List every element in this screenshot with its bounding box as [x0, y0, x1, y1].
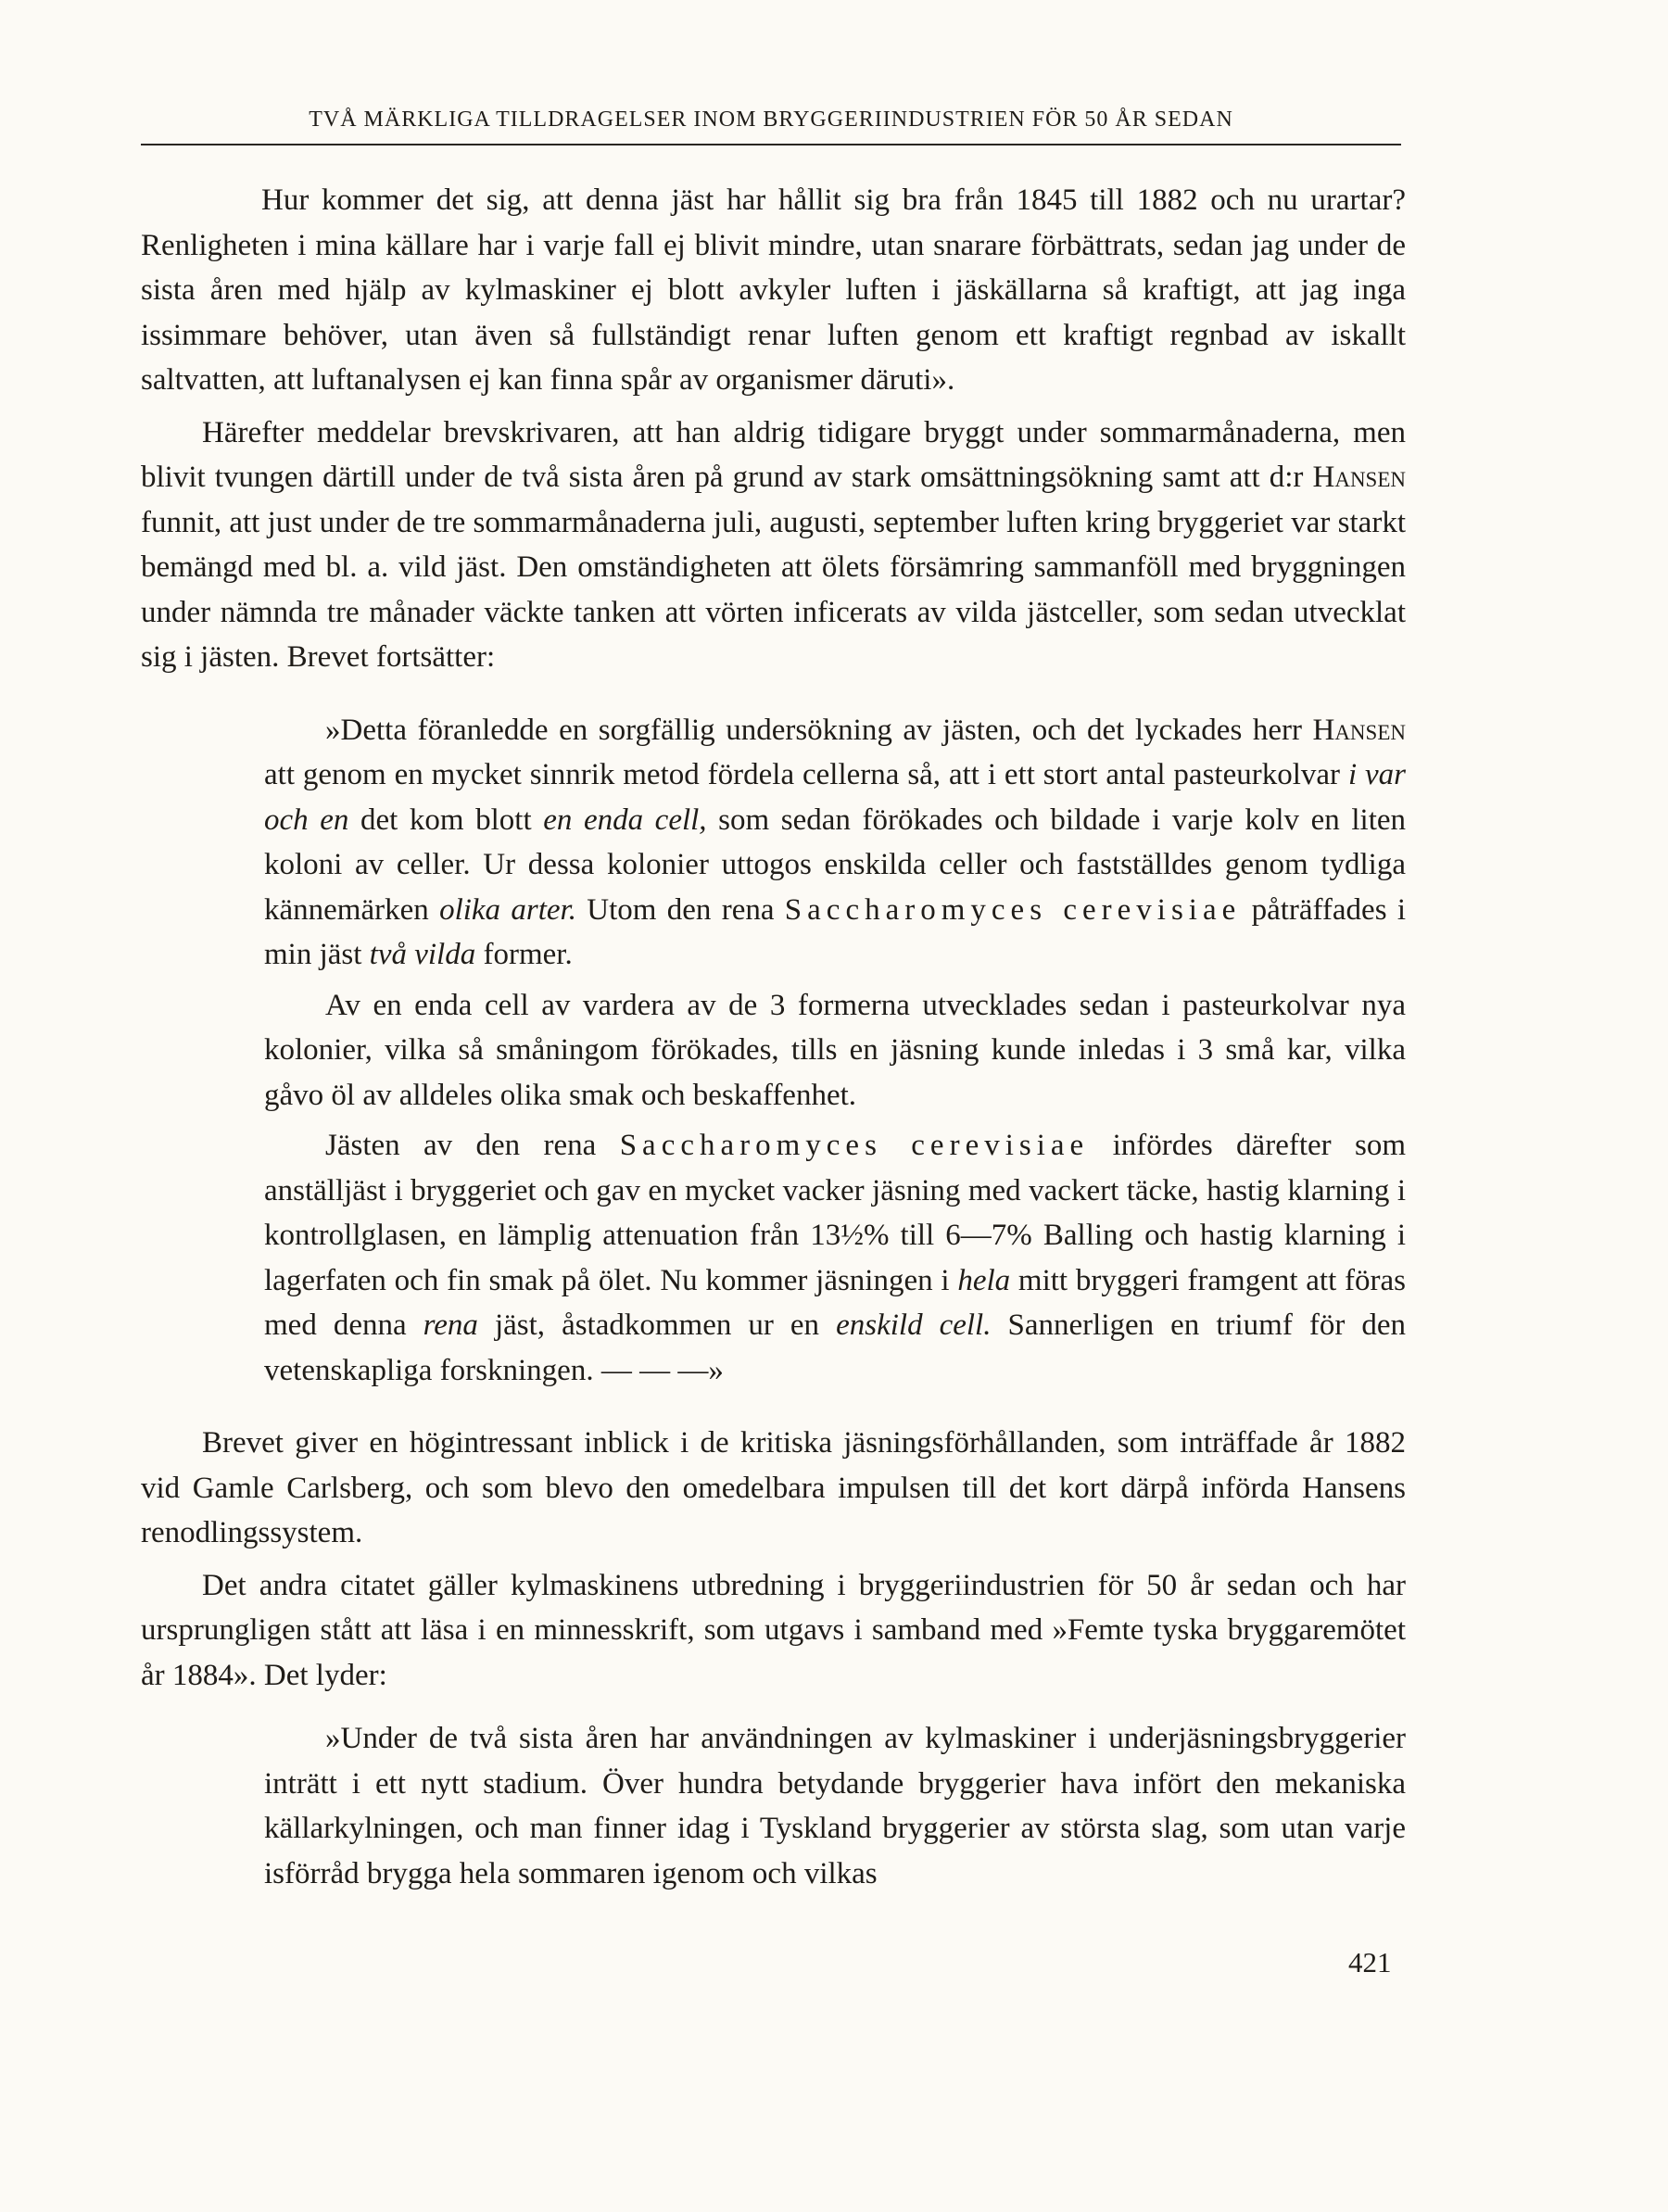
quote-paragraph-3	[264, 1123, 1406, 1393]
italic-run: i var och en	[264, 758, 1406, 837]
text-run: det kom blott	[360, 803, 532, 837]
italic-run: olika arter.	[439, 892, 576, 927]
text-run: som sedan förökades och bildade i varje kolv en liten koloni av celler. Ur dessa kolonier uttogos enskilda celler och fastställdes genom tydliga kännemärken	[264, 803, 1407, 927]
block-quote-letter	[264, 708, 1406, 1394]
paragraph-letter-continuation: Hur kommer det sig, att denna jäst har hållit sig bra från 1845 till 1882 och nu urartar? Renligheten i mina källare har i varje fall ej blivit mindre, utan snarare förbättrats, sedan jag under de sista åren med hjälp av kylmaskiner ej blott avkyler luften i jäskällarna så kraftigt, att jag inga issimmare behöver, utan även så fullständigt renar luften genom ett kraftigt regnbad av iskallt saltvatten, att luftanalysen ej kan finna spår av organismer däruti».	[141, 183, 1406, 397]
paragraph-commentary: Brevet giver en högintressant inblick i de kritiska jäsningsförhållanden, som inträffade år 1882 vid Gamle Carlsberg, och som blevo den omedelbara impulsen till det kort därpå införda Hansens renodlingssystem.	[141, 1426, 1406, 1549]
italic-run: två vilda	[369, 938, 476, 971]
text-run: Sannerligen en triumf för den vetenskapliga forskningen. — — —»	[264, 1308, 1407, 1387]
species-name: Saccharomyces cerevisiae	[784, 892, 1242, 927]
species-name: Saccharomyces cerevisiae	[619, 1129, 1090, 1162]
text-run: Jästen av den rena	[325, 1129, 597, 1162]
text-run: former.	[483, 938, 573, 971]
italic-run: rena	[423, 1308, 478, 1342]
name-hansen: Hansen	[1312, 713, 1406, 747]
text-run: Utom den rena	[587, 892, 775, 927]
block-quote-memorial	[264, 1716, 1406, 1896]
text-run: funnit, att just under de tre sommarmånaderna juli, augusti, september luften kring bryggeriet var starkt bemängd med bl. a. vild jäst. Den omständigheten att ölets försämring sammanföll med bryggningen under nämnda tre månader väckte tanken att vörten inficerats av vilda jästceller, som sedan utvecklat sig i jästen. Brevet fortsätter:	[141, 505, 1406, 674]
paragraph-second-citation: Det andra citatet gäller kylmaskinens utbredning i bryggeriindustrien för 50 år sedan och har ursprungligen stått att läsa i en minnesskrift, som utgavs i samband med »Femte tyska bryggaremötet år 1884». Det lyder:	[141, 1568, 1406, 1692]
paragraph-summary	[141, 411, 1406, 680]
text-run: påträffades i min jäst	[264, 892, 1407, 971]
quote-paragraph-2: Av en enda cell av vardera av de 3 formerna utvecklades sedan i pasteurkolvar nya kolonier, vilka så småningom förökades, tills en jäsning kunde inledas i 3 små kar, vilka gåvo öl av alldeles olika smak och beskaffenhet.	[264, 988, 1406, 1112]
quote-paragraph-4: »Under de två sista åren har användningen av kylmaskiner i underjäsningsbryggerier inträtt i ett nytt stadium. Över hundra betydande bryggerier hava infört den mekaniska källarkylningen, och man finner idag i Tyskland bryggerier av största slag, som utan varje isförråd brygga hela sommaren igenom och vilkas	[264, 1722, 1406, 1890]
name-hansen: Hansen	[1312, 461, 1407, 494]
page-number: 421	[1348, 1946, 1392, 1978]
quote-paragraph-1	[264, 708, 1406, 978]
text-run: mitt bryggeri framgent att föras med denna	[264, 1263, 1407, 1342]
italic-run: enskild cell.	[836, 1308, 992, 1342]
running-header: TVÅ MÄRKLIGA TILLDRAGELSER INOM BRYGGERIINDUSTRIEN FÖR 50 ÅR SEDAN	[141, 107, 1401, 145]
body-text	[141, 178, 1406, 1924]
italic-run: en enda cell,	[543, 803, 707, 837]
italic-run: hela	[957, 1263, 1011, 1297]
text-run: jäst, åstadkommen ur en	[494, 1308, 820, 1342]
text-run: infördes därefter som anställjäst i bryggeriet och gav en mycket vacker jäsning med vackert täcke, hastig klarning i kontrollglasen, en lämplig attenuation från 13½% till 6—7% Balling och hastig klarning i lagerfaten och fin smak på ölet. Nu kommer jäsningen i	[264, 1129, 1407, 1297]
text-run: att genom en mycket sinnrik metod fördela cellerna så, att i ett stort antal pasteurkolvar	[264, 758, 1341, 791]
text-run: »Detta föranledde en sorgfällig undersökning av jästen, och det lyckades herr	[325, 713, 1302, 747]
text-run: Härefter meddelar brevskrivaren, att han aldrig tidigare bryggt under sommarmånaderna, men blivit tvungen därtill under de två sista åren på grund av stark omsättningsökning samt att d:r	[141, 415, 1406, 494]
